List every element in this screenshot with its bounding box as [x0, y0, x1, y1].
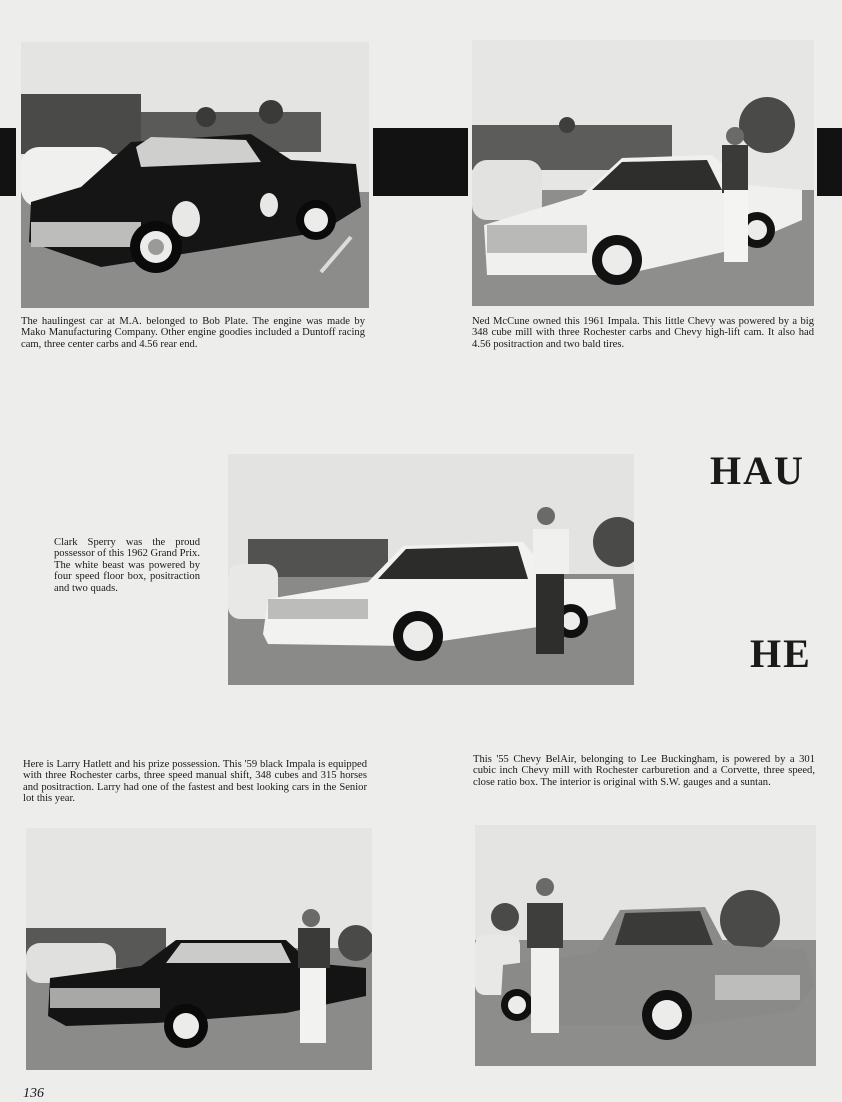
- photo-black-impala-1959: [26, 828, 372, 1070]
- decorative-bar-center: [373, 128, 468, 196]
- decorative-bar-right: [817, 128, 842, 196]
- caption-bob-plate: The haulingest car at M.A. belonged to Bob Plate. The engine was made by Mako Manufacturing Company. Other engine goodies included a Duntoff racing cam, three center carbs and 4.56 rear end.: [21, 316, 365, 350]
- photo-black-chevy-1956: [21, 42, 369, 308]
- page-number: 136: [23, 1086, 44, 1101]
- photo-grand-prix-1962: [228, 454, 634, 685]
- decorative-bar-left: [0, 128, 16, 196]
- caption-ned-mccune: Ned McCune owned this 1961 Impala. This little Chevy was powered by a big 348 cube mill with three Rochester carbs and Chevy high-lift cam. It also had 4.56 positraction and two bald tires.: [472, 316, 814, 350]
- caption-larry-hatlett: Here is Larry Hatlett and his prize possession. This '59 black Impala is equipped with three Rochester carbs, three speed manual shift, 348 cubes and 315 horses and positraction. Larry had one of the fastest and best looking cars in the Senior lot this year.: [23, 759, 367, 805]
- caption-lee-buckingham: This '55 Chevy BelAir, belonging to Lee Buckingham, is powered by a 301 cubic inch Chevy mill with Rochester carburetion and a Corvette, three speed, close ratio box. The interior is original with S.W. gauges and a suntan.: [473, 754, 815, 788]
- headline-part1: HAU: [710, 448, 805, 493]
- headline-part2: HE: [750, 631, 812, 676]
- caption-clark-sperry: Clark Sperry was the proud possessor of this 1962 Grand Prix. The white beast was powered by four speed floor box, positraction and two quads.: [54, 537, 200, 594]
- photo-white-impala-1961: [472, 40, 814, 306]
- photo-chevy-belair-1955: [475, 825, 816, 1066]
